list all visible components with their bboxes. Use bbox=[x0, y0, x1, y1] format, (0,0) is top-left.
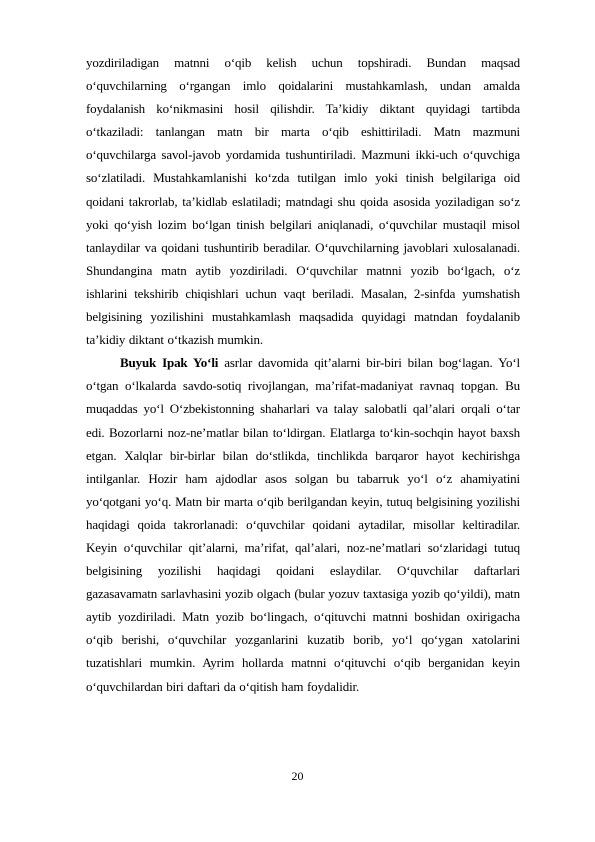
paragraph-2-text: asrlar davomida qit’alarni bir-biri bilan bog‘lagan. Yo‘l o‘tgan o‘lkalarda savdo-sotiq rivojlangan, ma’rifat-madaniyat ravnaq topgan. Bu muqaddas yo‘l O‘zbekistonning shaharlari va talay salobatli qal’alari orqali o‘tar edi. Bozorlarni noz-ne’matlar bilan to‘ldirgan. Elatlarga to‘kin-sochqin hayot baxsh etgan. Xalqlar bir-birlar bilan do‘stlikda, tinchlikda barqaror hayot kechirishga intilganlar. Hozir ham ajdodlar asos solgan bu tabarruk yo‘l o‘z ahamiyatini yo‘qotgani yo‘q. Matn bir marta o‘qib berilgandan keyin, tutuq belgisining yozilishi haqidagi qoida takrorlanadi: o‘quvchilar qoidani aytadilar, misollar keltiradilar. Keyin o‘quvchilar qit’alarni, ma’rifat, qal’alari, noz-ne’matlari so‘zlaridagi tutuq belgisining yozilishi haqidagi qoidani eslaydilar. O‘quvchilar daftarlari gazasavamatn sarlavhasini yozib olgach (bular yozuv taxtasiga yozib qo‘yildi), matn aytib yozdiriladi. Matn yozib bo‘lingach, o‘qituvchi matnni boshidan oxirigacha o‘qib berishi, o‘quvchilar yozganlarini kuzatib borib, yo‘l qo‘ygan xatolarini tuzatishlari mumkin. Ayrim hollarda matnni o‘qituvchi o‘qib berganidan keyin o‘quvchilardan biri daftari da o‘qitish ham foydalidir. bbox=[86, 355, 520, 694]
paragraph-1-text: yozdiriladigan matnni o‘qib kelish uchun topshiradi. Bundan maqsad o‘quvchilarning o‘rgangan imlo qoidalarini mustahkamlash, undan amalda foydalanish ko‘nikmasini hosil qilishdir. Ta’kidiy diktant quyidagi tartibda o‘tkaziladi: tanlangan matn bir marta o‘qib eshittiriladi. Matn mazmuni o‘quvchilarga savol-javob yordamida tushuntiriladi. Mazmuni ikki-uch o‘quvchiga so‘zlatiladi. Mustahkamlanishi ko‘zda tutilgan imlo yoki tinish belgilariga oid qoidani takrorlab, ta’kidlab eslatiladi; matndagi shu qoida asosida yoziladigan so‘z yoki qo‘yish lozim bo‘lgan tinish belgilari aniqlanadi, o‘quvchilar mustaqil misol tanlaydilar va qoidani tushuntirib beradilar. O‘quvchilarning javoblari xulosalanadi. Shundangina matn aytib yozdiriladi. O‘quvchilar matnni yozib bo‘lgach, o‘z ishlarini tekshirib chiqishlari uchun vaqt beriladi. Masalan, 2-sinfda yumshatish belgisining yozilishini mustahkamlash maqsadida quyidagi matndan foydalanib ta’kidiy diktant o‘tkazish mumkin. bbox=[86, 55, 520, 348]
document-body bbox=[86, 51, 520, 698]
paragraph-2 bbox=[86, 351, 520, 697]
paragraph-1 bbox=[86, 51, 520, 351]
paragraph-2-bold-lead: Buyuk Ipak Yo‘li bbox=[120, 355, 219, 371]
page-number: 20 bbox=[291, 769, 304, 783]
